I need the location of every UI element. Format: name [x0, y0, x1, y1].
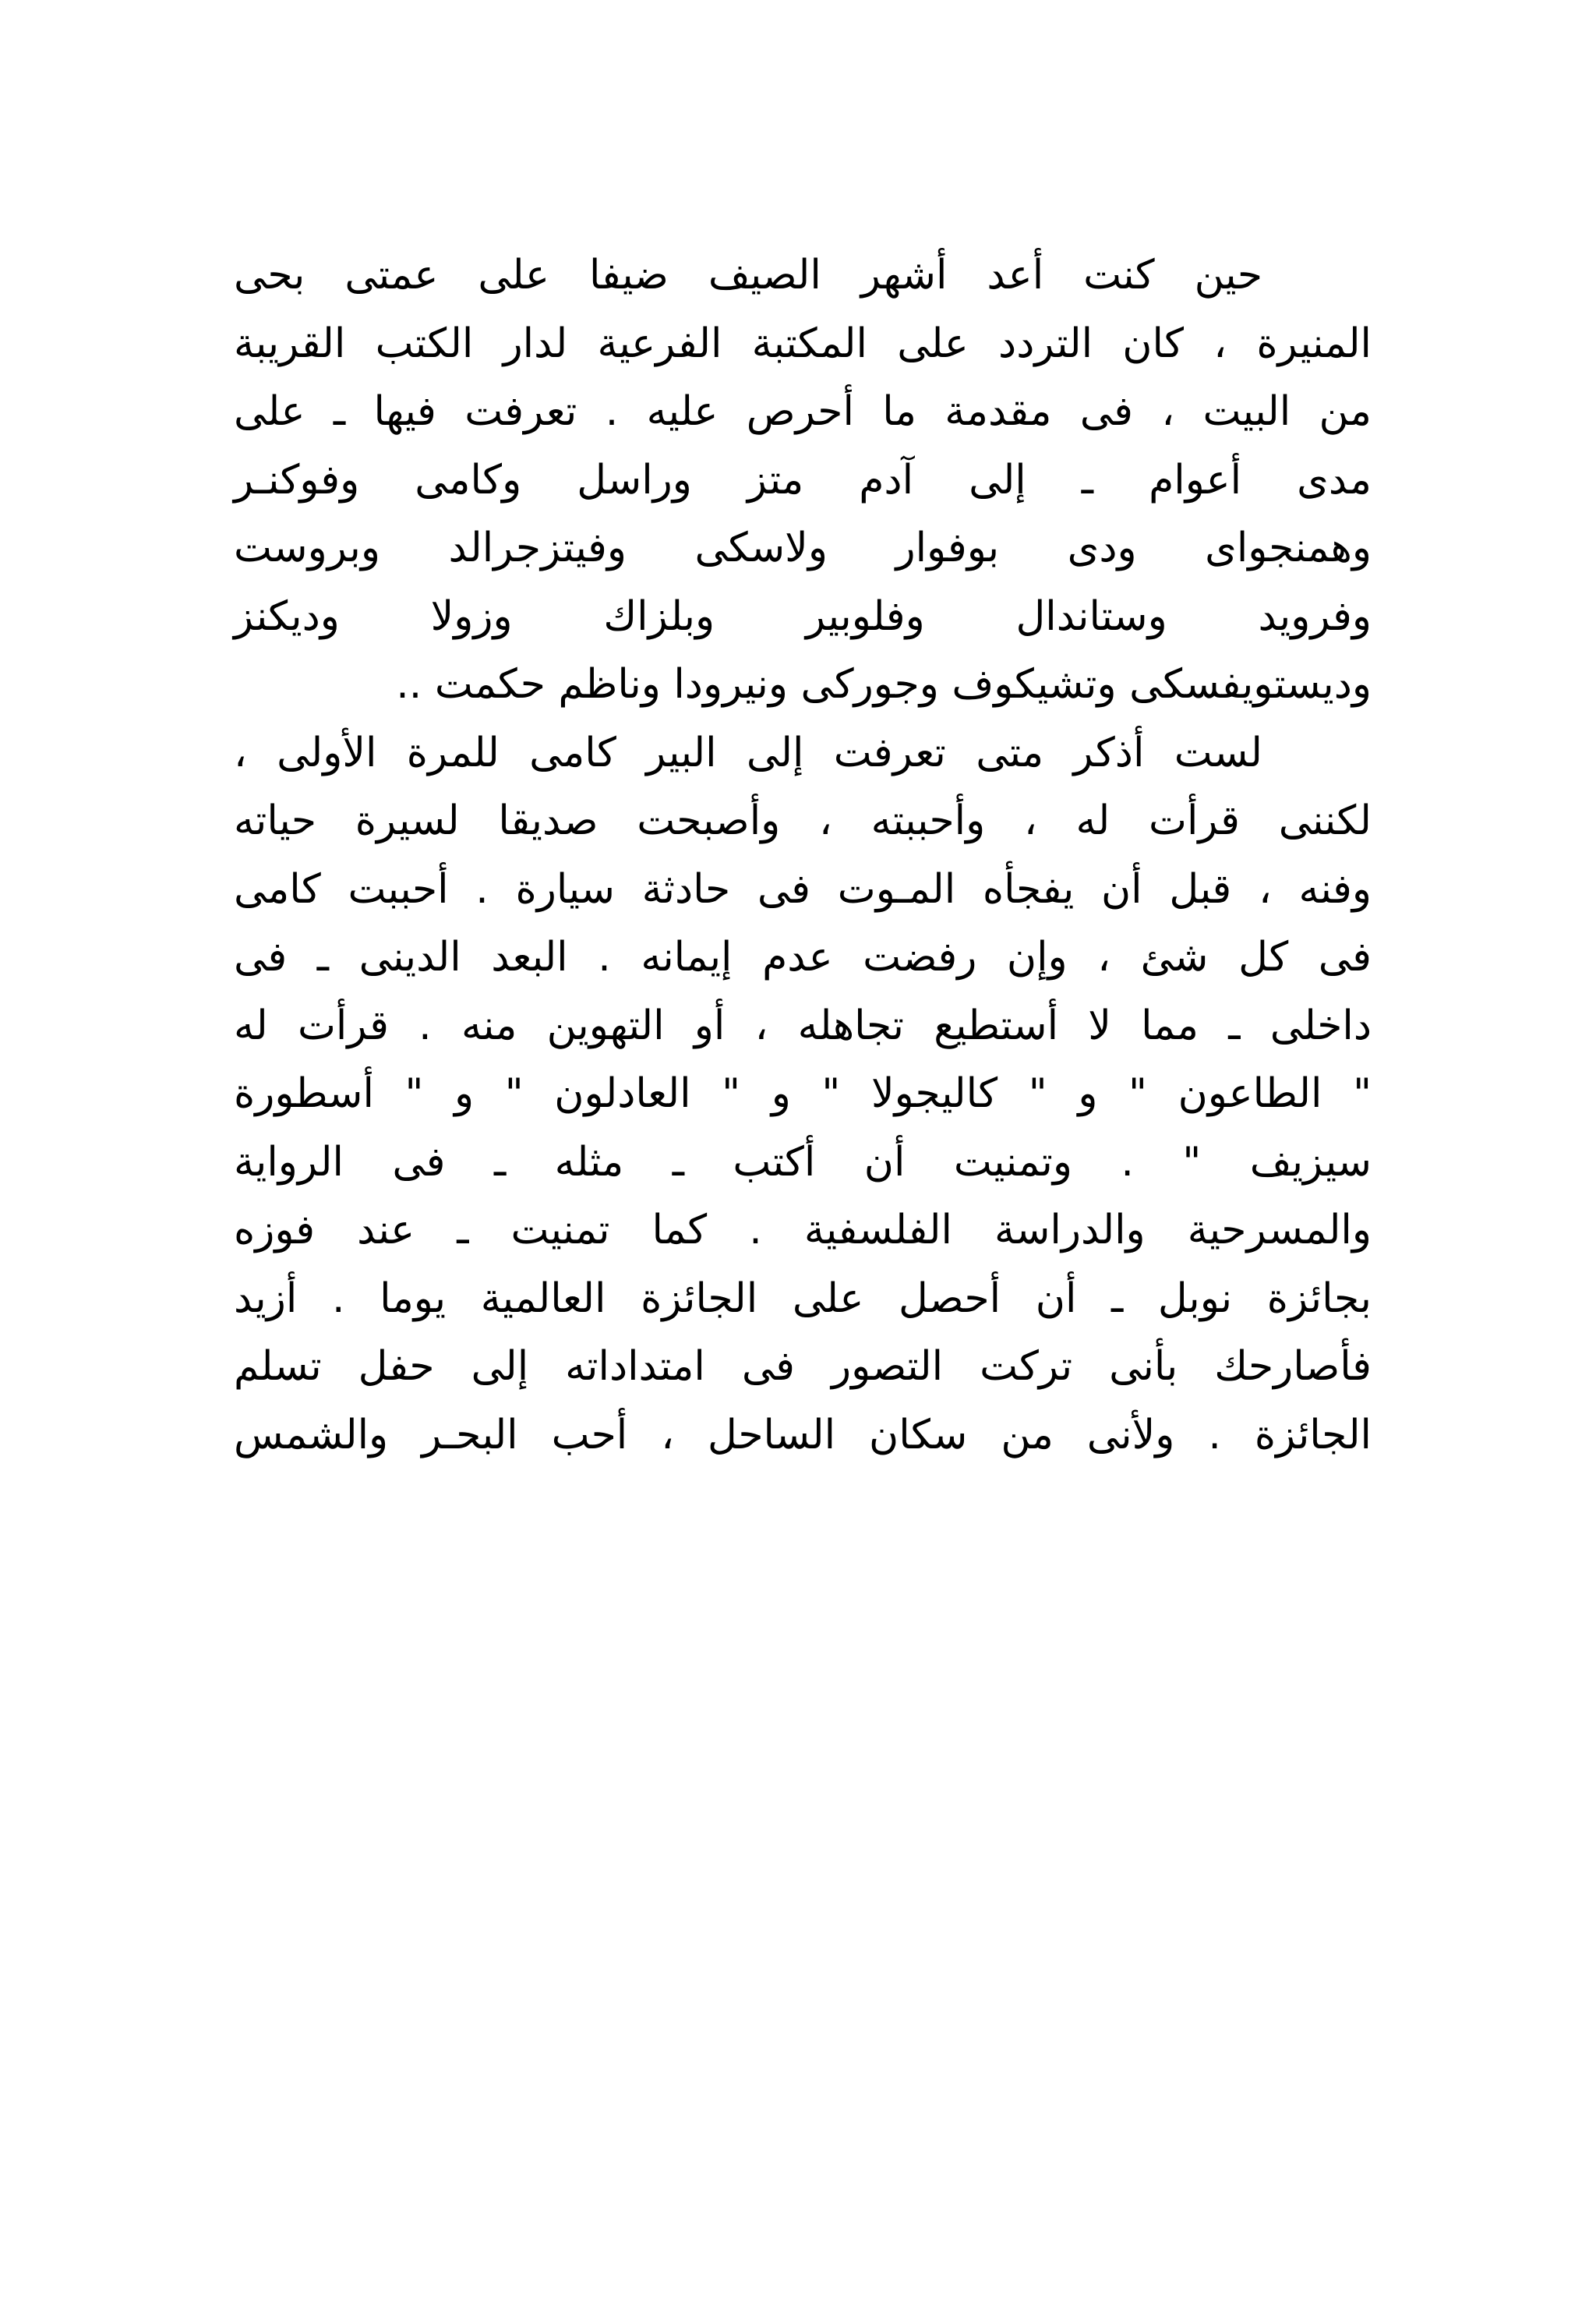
text-line: فأصارحك بأنى تركت التصور فى امتداداته إلى حفل تسلم — [234, 1343, 1372, 1390]
text-line: داخلى ـ مما لا أستطيع تجاهله ، أو التهوين منه . قرأت له — [234, 1002, 1372, 1049]
text-line: لكننى قرأت له ، وأحببته ، وأصبحت صديقا لسيرة حياته — [234, 797, 1372, 844]
text-line: المنيرة ، كان التردد على المكتبة الفرعية لدار الكتب القريبة — [234, 320, 1372, 367]
text-line: حين كنت أعد أشهر الصيف ضيفا على عمتى بحى — [234, 252, 1262, 299]
text-line: من البيت ، فى مقدمة ما أحرص عليه . تعرفت فيها ـ على — [234, 388, 1372, 435]
text-line: بجائزة نوبل ـ أن أحصل على الجائزة العالمية يوما . أزيد — [234, 1274, 1372, 1322]
text-line: لست أذكر متى تعرفت إلى البير كامى للمرة الأولى ، — [234, 729, 1262, 776]
body-text — [234, 242, 1372, 1469]
text-line: والمسرحية والدراسة الفلسفية . كما تمنيت ـ عند فوزه — [234, 1207, 1372, 1253]
text-line: مدى أعوام ـ إلى آدم متز وراسل وكامى وفوكنـر — [234, 456, 1372, 504]
text-line: وديستويفسكى وتشيكوف وجوركى ونيرودا وناظم حكمت .. — [396, 661, 1372, 708]
text-line: وفرويد وستاندال وفلوبير وبلزاك وزولا وديكنز — [234, 592, 1372, 640]
text-line: الجائزة . ولأنى من سكان الساحل ، أحب البحـر والشمس — [234, 1411, 1372, 1458]
text-line: وفنه ، قبل أن يفجأه المـوت فى حادثة سيارة . أحببت كامى — [234, 865, 1372, 913]
text-line: فى كل شئ ، وإن رفضت عدم إيمانه . البعد الدينى ـ فى — [234, 934, 1372, 981]
text-line: " الطاعون " و " كاليجولا " و " العادلون " و " أسطورة — [234, 1070, 1372, 1117]
text-line: وهمنجواى ودى بوفوار ولاسكى وفيتزجرالد وبروست — [234, 525, 1372, 571]
text-line: سيزيف " . وتمنيت أن أكتب ـ مثله ـ فى الرواية — [234, 1138, 1372, 1186]
